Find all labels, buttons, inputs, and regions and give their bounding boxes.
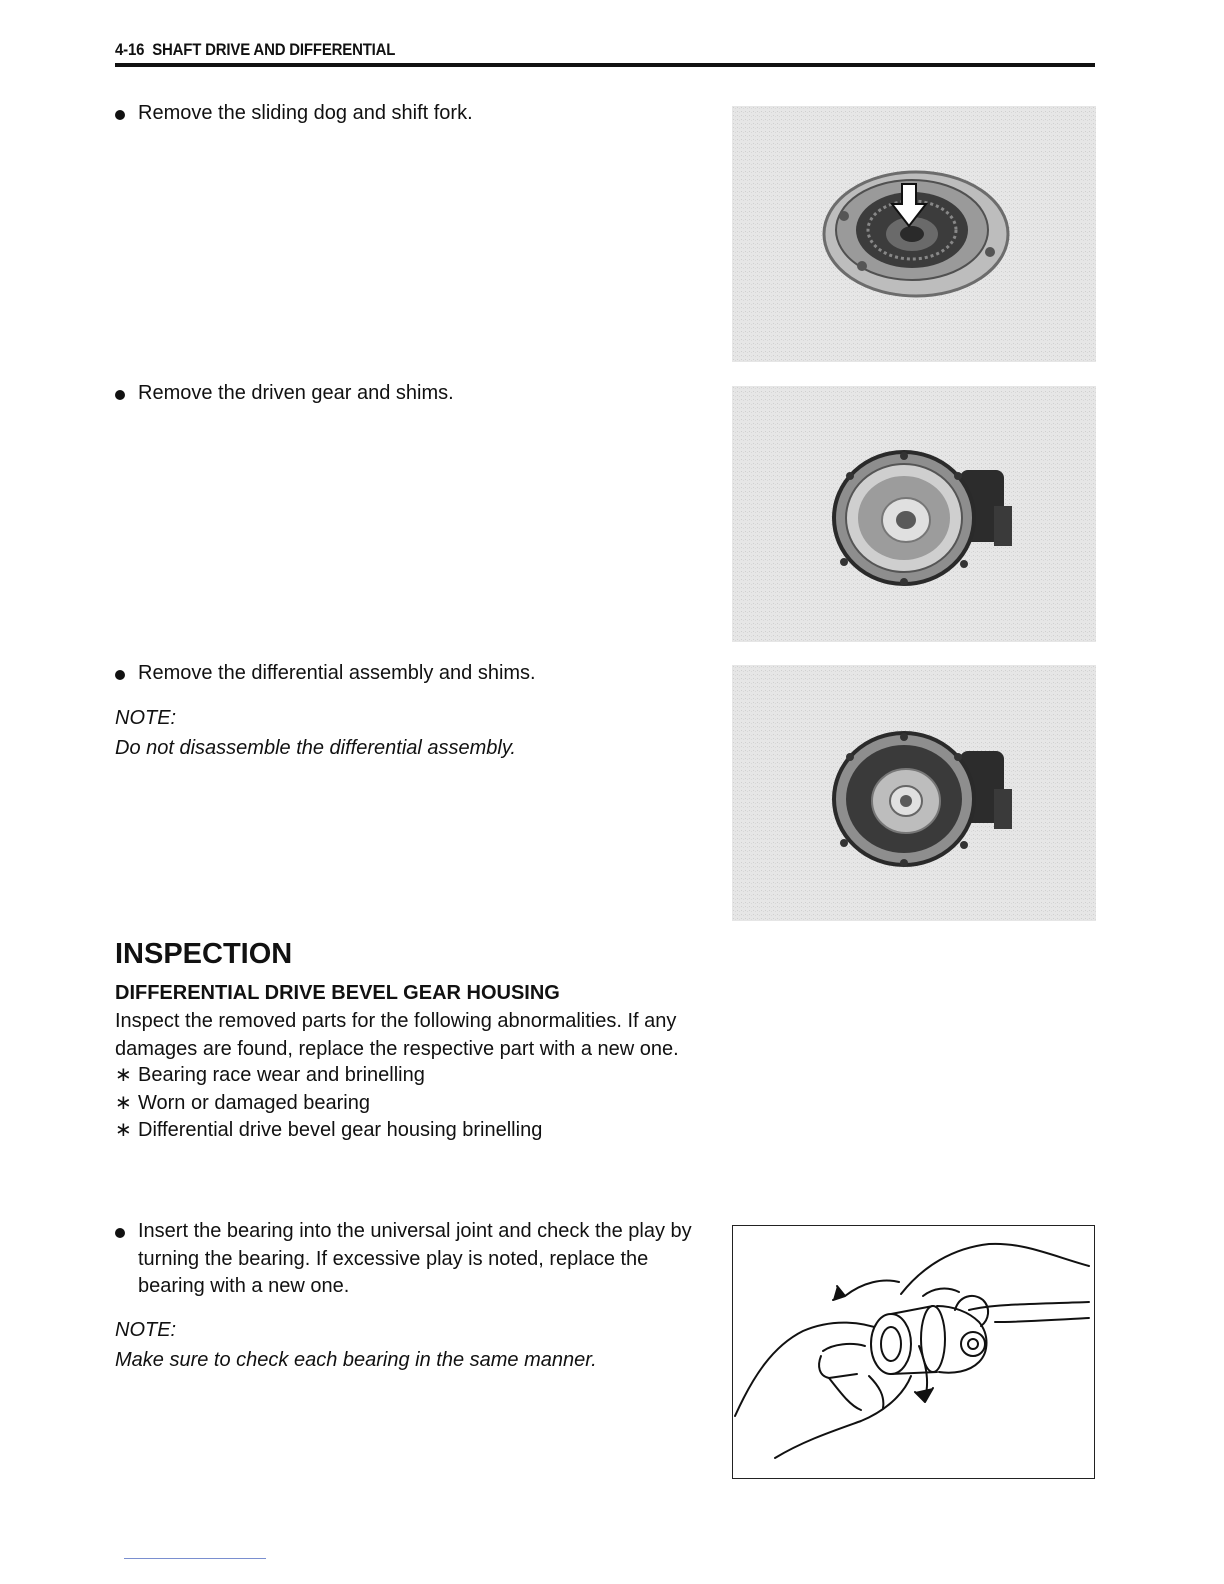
step-text: Remove the differential assembly and shims. [138,662,536,684]
checklist-item-text: Differential drive bevel gear housing brinelling [138,1119,543,1141]
note-text: Do not disassemble the differential assembly. [115,737,516,759]
note-bearing [115,1315,705,1375]
note-label: NOTE: [115,1319,177,1341]
step-text: Remove the driven gear and shims. [138,382,454,404]
bearing-check-illustration [732,1225,1095,1479]
step-sliding-dog [115,100,705,128]
asterisk-marker: ∗ [115,1091,132,1114]
checklist-item [115,1117,542,1145]
photo-sliding-dog [732,106,1096,362]
step-driven-gear [115,380,705,408]
checklist-item [115,1062,542,1090]
note-text: Make sure to check each bearing in the same manner. [115,1349,597,1371]
checklist-item-text: Bearing race wear and brinelling [138,1064,425,1086]
page-header [115,40,1095,70]
step-bearing-check [115,1218,705,1301]
step-text: Remove the sliding dog and shift fork. [138,102,473,124]
section-title: SHAFT DRIVE AND DIFFERENTIAL [152,40,396,59]
page-header-text [115,40,395,60]
footer-rule [124,1558,266,1559]
page-number: 4-16 [115,40,145,59]
inspection-checklist [115,1062,542,1145]
note-differential [115,703,705,763]
asterisk-marker: ∗ [115,1064,132,1086]
step-text: Insert the bearing into the universal joint and check the play by turning the bearing. If excessive play is noted, replace the bearing with a new one. [138,1220,692,1297]
bullet-dot [115,390,125,400]
asterisk-marker: ∗ [115,1119,132,1141]
checklist-item-text: Worn or damaged bearing [138,1091,370,1114]
step-differential-assembly [115,660,705,688]
checklist-item [115,1090,542,1118]
bullet-dot [115,110,125,120]
inspection-body: Inspect the removed parts for the following abnormalities. If any damages are found, replace the respective part with a new one. [115,1010,679,1060]
header-rule [115,63,1095,67]
note-label: NOTE: [115,707,177,729]
photo-differential [732,665,1096,921]
photo-driven-gear [732,386,1096,642]
inspection-subtitle: DIFFERENTIAL DRIVE BEVEL GEAR HOUSING [115,982,560,1004]
inspection-title: INSPECTION [115,938,293,970]
bullet-dot [115,670,125,680]
bullet-dot [115,1228,125,1238]
